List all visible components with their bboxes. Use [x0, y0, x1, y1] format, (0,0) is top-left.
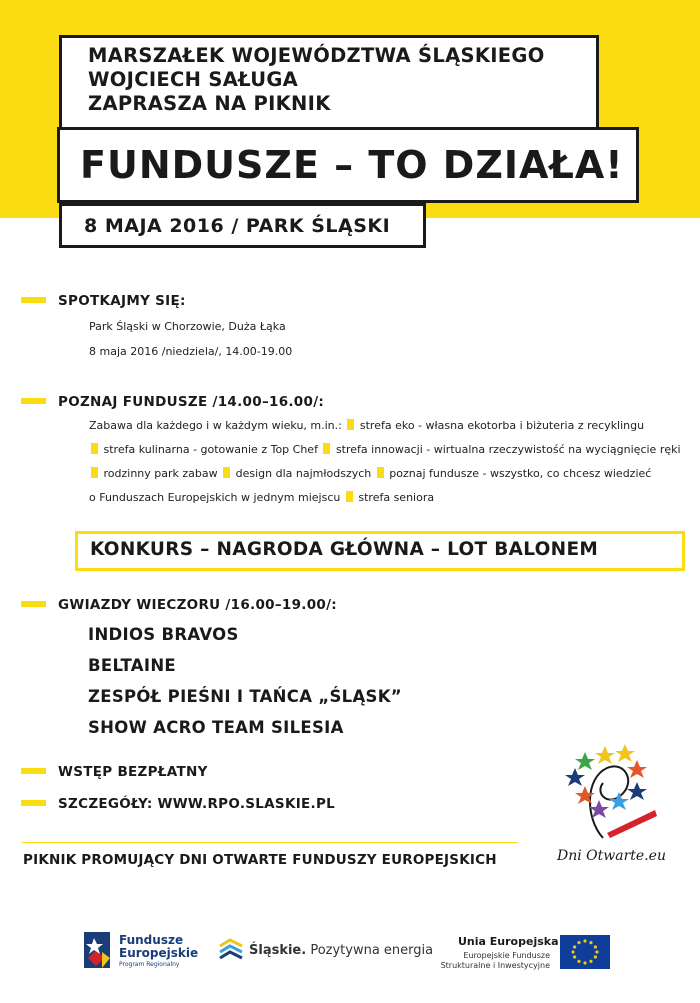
stars-heading: GWIAZDY WIECZORU /16.00–19.00/:: [58, 597, 338, 613]
eu-flag-icon: [560, 935, 610, 969]
ue-line-3: Strukturalne i Inwestycyjne: [440, 961, 550, 970]
funds-text: strefa kulinarna - gotowanie z Top Chef: [103, 443, 318, 456]
funds-text: o Funduszach Europejskich w jednym miejscu: [89, 491, 341, 504]
organizer-box: [59, 35, 599, 135]
slaskie-bold: Śląskie.: [249, 943, 307, 958]
bullet-icon: [91, 443, 98, 454]
bullet-icon: [223, 467, 230, 478]
section-dash: [21, 601, 46, 607]
ue-line-1: Unia Europejska: [458, 935, 559, 948]
section-dash: [21, 800, 46, 806]
picnic-footer-text: PIKNIK PROMUJĄCY DNI OTWARTE FUNDUSZY EUROPEJSKICH: [23, 852, 497, 868]
star-icon: [565, 744, 647, 818]
contest-box: [75, 531, 685, 571]
funds-text: rodzinny park zabaw: [103, 467, 218, 480]
section-dash: [21, 398, 46, 404]
slaskie-icon: [218, 936, 244, 964]
organizer-line-1: MARSZAŁEK WOJEWÓDZTWA ŚLĄSKIEGO: [88, 44, 545, 67]
date-place-box: [59, 203, 426, 248]
artist-item: ZESPÓŁ PIEŚNI I TAŃCA „ŚLĄSK”: [88, 687, 402, 706]
funds-heading: POZNAJ FUNDUSZE /14.00–16.00/:: [58, 394, 325, 410]
bullet-icon: [323, 443, 330, 454]
meet-heading: SPOTKAJMY SIĘ:: [58, 293, 186, 309]
fe-line-3: Program Regionalny: [119, 961, 180, 968]
meet-location: Park Śląski w Chorzowie, Duża Łąka: [89, 320, 286, 333]
section-dash: [21, 297, 46, 303]
organizer-line-2: WOJCIECH SAŁUGA: [88, 68, 299, 91]
slaskie-rest: Pozytywna energia: [306, 943, 434, 958]
funds-text: Zabawa dla każdego i w każdym wieku, m.in.:: [89, 419, 342, 432]
details-link[interactable]: SZCZEGÓŁY: WWW.RPO.SLASKIE.PL: [58, 796, 336, 812]
event-title-box: [57, 127, 639, 203]
funds-text: strefa innowacji - wirtualna rzeczywistość na wyciągnięcie ręki: [335, 443, 681, 456]
date-place: 8 MAJA 2016 / PARK ŚLĄSKI: [84, 215, 391, 237]
funds-line-3: [89, 467, 651, 481]
contest-text: KONKURS – NAGRODA GŁÓWNA – LOT BALONEM: [90, 539, 599, 560]
fe-line-2: Europejskie: [119, 946, 199, 960]
funds-text: strefa eko - własna ekotorba i biżuteria z recyklingu: [359, 419, 645, 432]
funds-text: strefa seniora: [358, 491, 435, 504]
free-entry: WSTĘP BEZPŁATNY: [58, 764, 208, 780]
event-title: FUNDUSZE – TO DZIAŁA!: [80, 143, 624, 187]
meet-datetime: 8 maja 2016 /niedziela/, 14.00-19.00: [89, 345, 293, 358]
funds-line-4: [89, 491, 434, 505]
funds-line-2: [89, 443, 681, 457]
slaskie-logo-text: [249, 943, 433, 958]
bullet-icon: [377, 467, 384, 478]
artist-item: BELTAINE: [88, 656, 176, 675]
artist-item: INDIOS BRAVOS: [88, 625, 239, 644]
bullet-icon: [346, 491, 353, 502]
fe-line-1: Fundusze: [119, 933, 184, 947]
funds-text: poznaj fundusze - wszystko, co chcesz wiedzieć: [389, 467, 652, 480]
funds-text: design dla najmłodszych: [235, 467, 372, 480]
fe-logo-text: [119, 934, 198, 960]
dni-otwarte-text: Dni Otwarte.eu: [557, 848, 666, 864]
funds-line-1: [89, 419, 644, 433]
ue-line-2: Europejskie Fundusze: [463, 951, 550, 960]
bullet-icon: [347, 419, 354, 430]
section-dash: [21, 768, 46, 774]
footer-divider: [22, 842, 518, 843]
fundusze-europejskie-icon: [84, 928, 114, 972]
bullet-icon: [91, 467, 98, 478]
artist-item: SHOW ACRO TEAM SILESIA: [88, 718, 344, 737]
organizer-line-3: ZAPRASZA NA PIKNIK: [88, 92, 331, 115]
